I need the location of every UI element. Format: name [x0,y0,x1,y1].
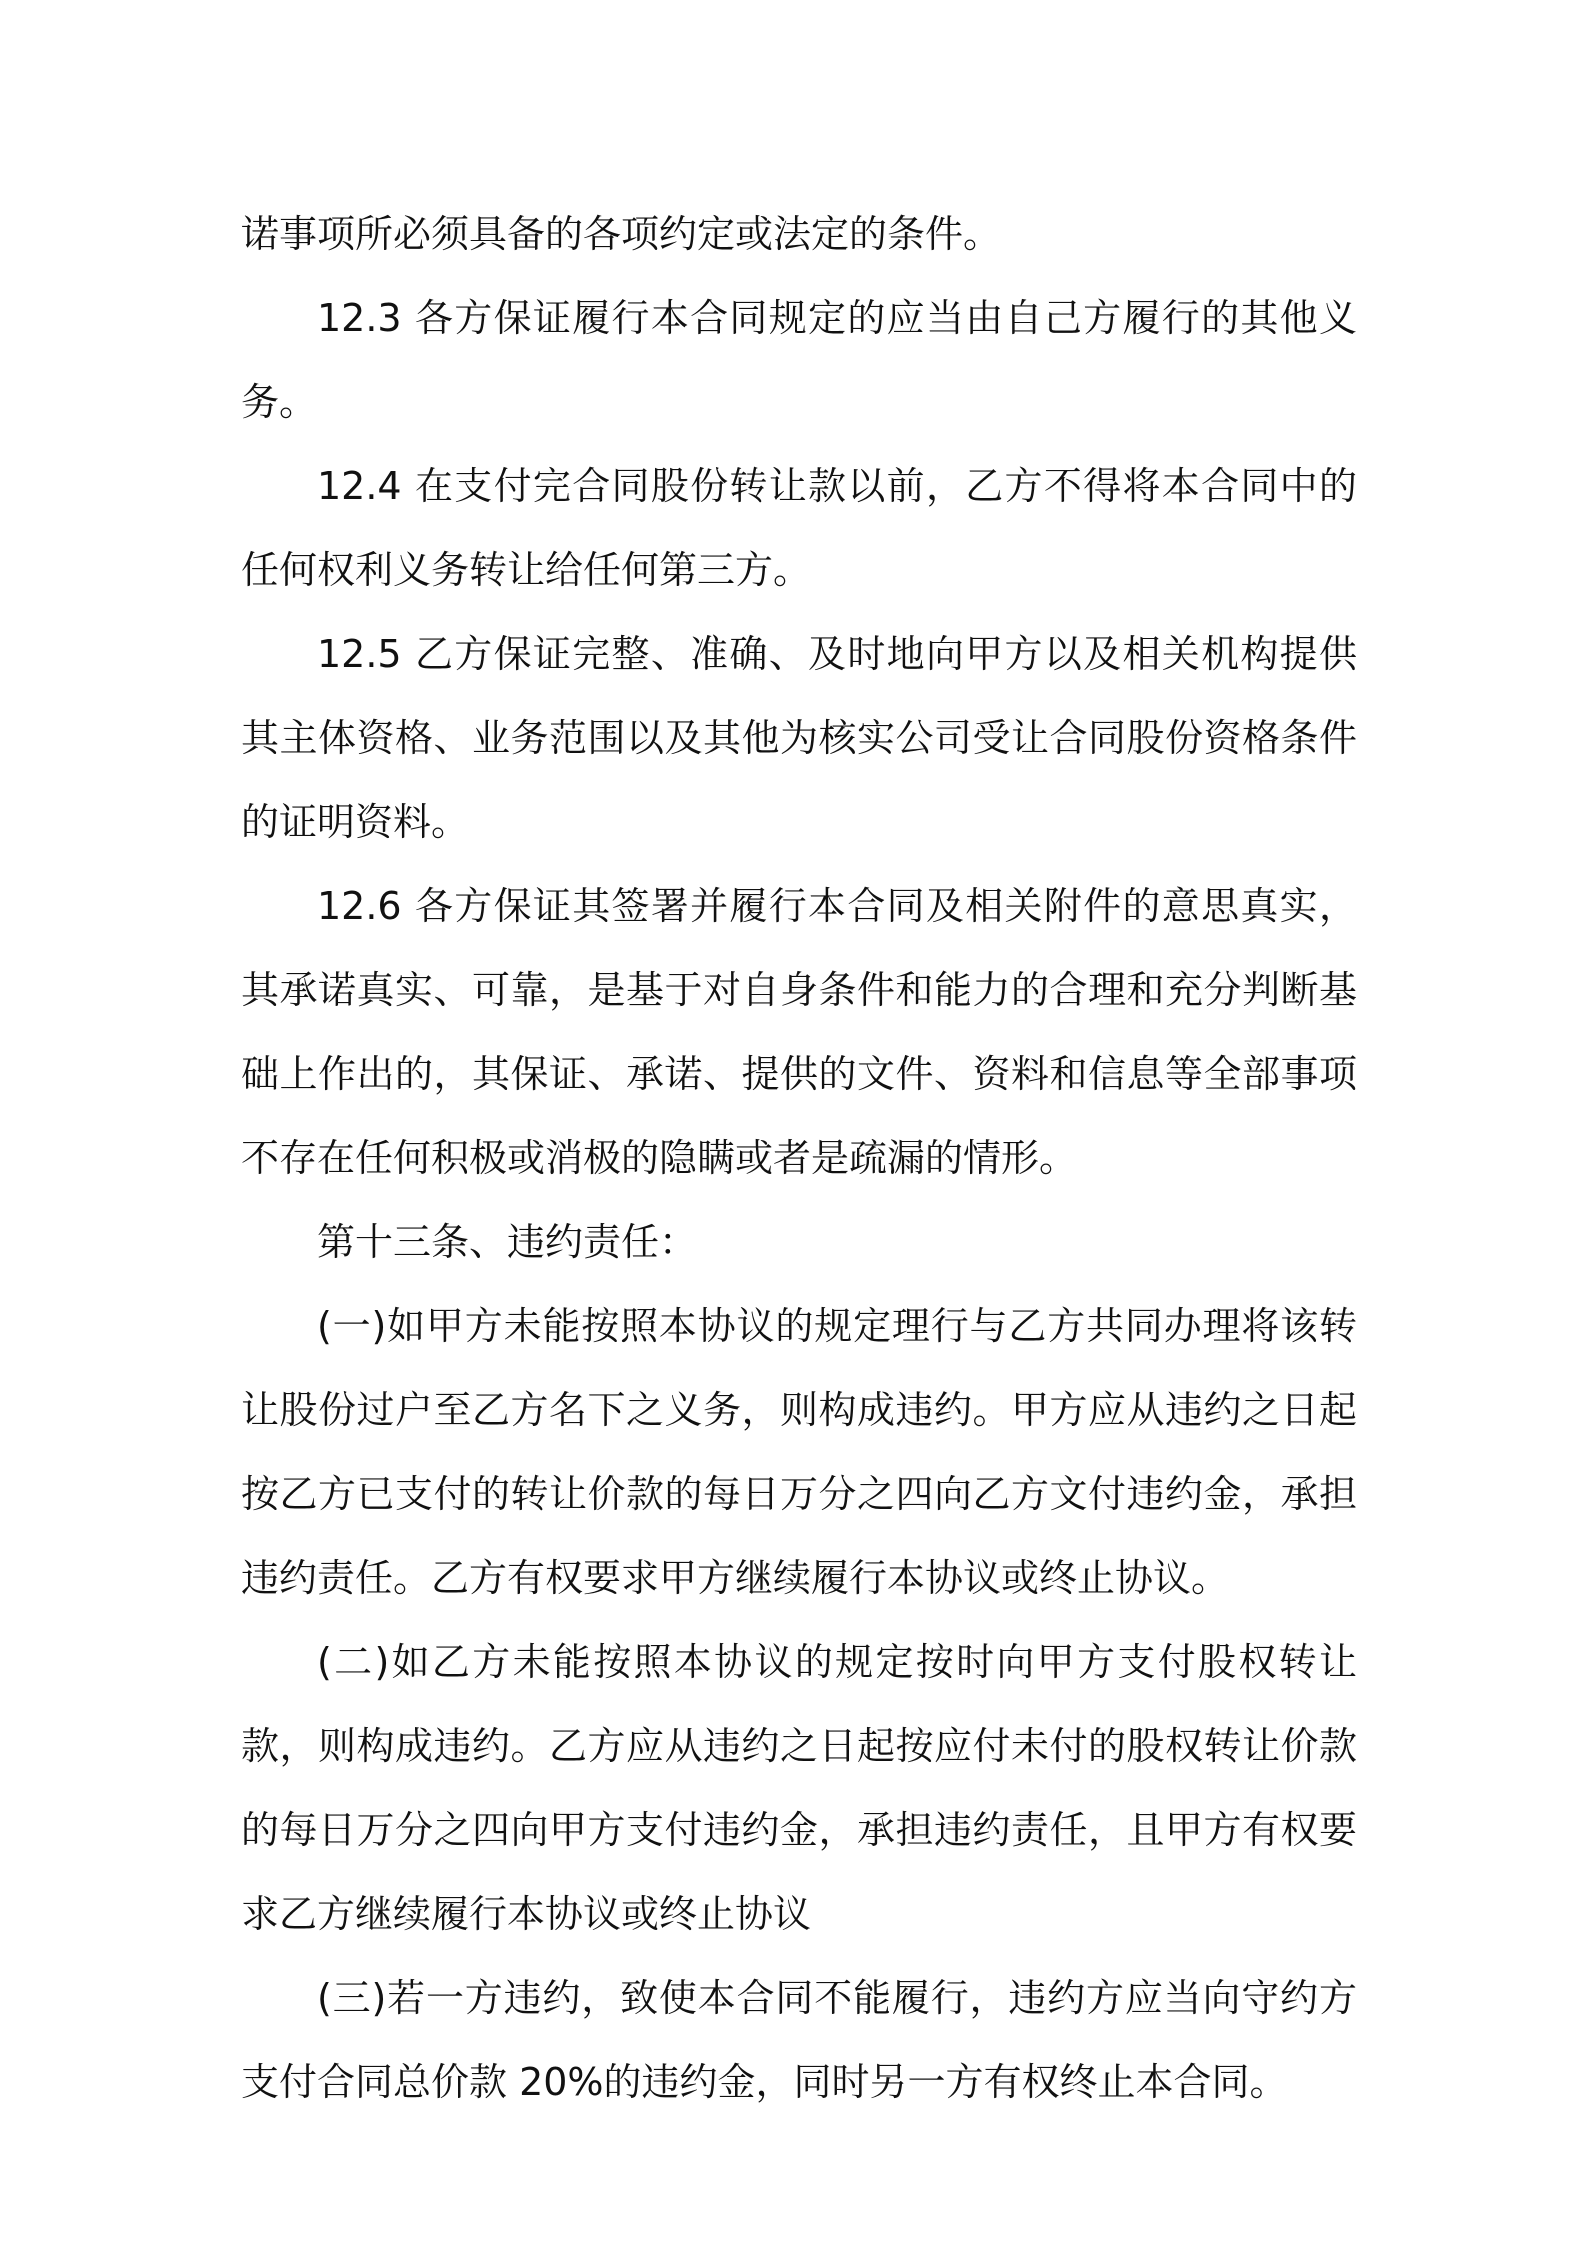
paragraph-12-6: 12.6 各方保证其签署并履行本合同及相关附件的意思真实，其承诺真实、可靠，是基于对自身条件和能力的合理和充分判断基础上作出的，其保证、承诺、提供的文件、资料和信息等全部事项不存在任何积极或消极的隐瞒或者是疏漏的情形。 [241,884,1357,1180]
paragraph-clause-1: (一)如甲方未能按照本协议的规定理行与乙方共同办理将该转让股份过户至乙方名下之义务，则构成违约。甲方应从违约之日起按乙方已支付的转让价款的每日万分之四向乙方文付违约金，承担违约责任。乙方有权要求甲方继续履行本协议或终止协议。 [241,1304,1357,1600]
paragraph-clause-3: (三)若一方违约，致使本合同不能履行，违约方应当向守约方支付合同总价款 20%的违约金，同时另一方有权终止本合同。 [241,1976,1357,2104]
paragraph-clause-2: (二)如乙方未能按照本协议的规定按时向甲方支付股权转让款，则构成违约。乙方应从违约之日起按应付未付的股权转让价款的每日万分之四向甲方支付违约金，承担违约责任，且甲方有权要求乙方继续履行本协议或终止协议 [241,1640,1357,1936]
document-body [241,192,1357,2124]
section-heading-article-13: 第十三条、违约责任： [317,1220,698,1264]
paragraph-12-3: 12.3 各方保证履行本合同规定的应当由自己方履行的其他义务。 [241,296,1357,424]
paragraph-continuation: 诺事项所必须具备的各项约定或法定的条件。 [241,212,1002,256]
paragraph-12-4: 12.4 在支付完合同股份转让款以前，乙方不得将本合同中的任何权利义务转让给任何第三方。 [241,464,1357,592]
paragraph-12-5: 12.5 乙方保证完整、准确、及时地向甲方以及相关机构提供其主体资格、业务范围以及其他为核实公司受让合同股份资格条件的证明资料。 [241,632,1357,844]
